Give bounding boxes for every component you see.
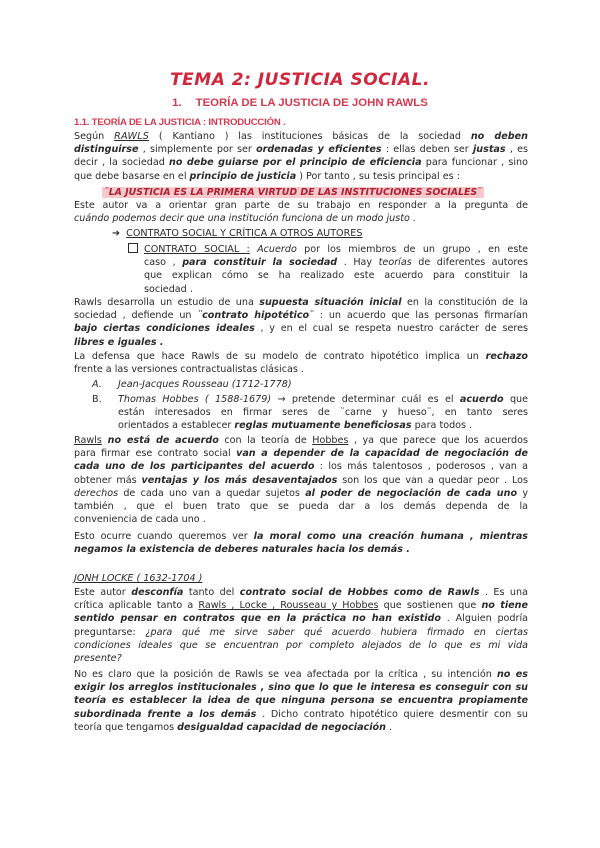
paragraph-rawls-study: Rawls desarrolla un estudio de una supuesta situación inicial en la constitución de la sociedad , defiende un ¨contrato hipotético¨ : un acuerdo que las personas firmarían bajo ciertas condiciones ideales , y en el cual se respeta nuestro carácter de seres libres e iguales . [74,297,529,348]
highlighted-quote: ¨LA JUSTICIA ES LA PRIMERA VIRTUD DE LAS INSTITUCIONES SOCIALES¨ [104,187,482,198]
arrow-icon: ➔ [112,228,121,239]
document-title: TEMA 2: JUSTICIA SOCIAL. [170,70,430,90]
locke-heading: JONH LOCKE ( 1632-1704 ) [74,573,203,584]
arrow-item-title: CONTRATO SOCIAL Y CRÍTICA A OTROS AUTORES [126,228,363,239]
paragraph-question: Este autor va a orientar gran parte de su trabajo en responder a la pregunta de cuándo podemos decir que una institución funciona de un modo justo . [74,200,528,225]
paragraph-moral: Esto ocurre cuando queremos ver la moral como una creación humana , mientras negamos la existencia de deberes naturales hacia los demás . [74,531,528,556]
paragraph-locke: Este autor desconfía tanto del contrato social de Hobbes como de Rawls . Es una crítica aplicable tanto a Rawls , Locke , Rousseau y Hobbes que sostienen que no tiene sentido pensar en contratos que en la práctica no han existido . Alguien podría preguntarse: ¿para qué me sirve saber qué acuerdo hubiera firmado en ciertas condiciones ideales que se encuentran por completo alejados de lo que es mi vida presente? [74,587,529,665]
list-item-b: B. Thomas Hobbes ( 1588-1679) → pretende determinar cuál es el acuerdo que están interesados en firmar seres de ¨carne y hueso¨, en tanto seres orientados a establecer reglas mutuamente beneficiosas para todos . [92,394,529,432]
checkbox-icon [128,243,138,253]
subsection-heading: 1.1. TEORÍA DE LA JUSTICIA : INTRODUCCIÓN . [74,117,286,128]
paragraph-rejection: La defensa que hace Rawls de su modelo de contrato hipotético implica un rechazo frente a las versiones contractualistas clásicas . [74,351,528,376]
list-item-a: A. Jean-Jacques Rousseau (1712-1778) [92,379,292,390]
checkbox-list-item: CONTRATO SOCIAL : Acuerdo por los miembros de un grupo , en este caso , para constituir la sociedad . Hay teorías de diferentes autores que explican cómo se ha realizado este acuerdo para constituir la sociedad . [128,243,528,296]
section-title: TEORÍA DE LA JUSTICIA DE JOHN RAWLS [195,97,428,109]
arrow-list-item [112,227,532,240]
paragraph-rawls-response: No es claro que la posición de Rawls se vea afectada por la crítica , su intención no es exigir los arreglos institucionales , sino que lo que le interesa es conseguir con su teoría es establecer la idea de que ninguna persona se encuentra propiamente subordinada frente a los demás . Dicho contrato hipotético quiere desmentir con su teoría que tengamos desigualdad capacidad de negociación . [74,669,528,733]
paragraph-intro: Según RAWLS ( Kantiano ) las instituciones básicas de la sociedad no deben distinguirse , simplemente por ser ordenadas y eficientes : ellas deben ser justas , es decir , la sociedad no debe guiarse por el principio de eficiencia para funcionar , sino que debe basarse en el principio de justicia ) Por tanto , su tesis principal es : [74,131,529,182]
section-number: 1. [172,97,182,109]
paragraph-hobbes-critique: Rawls no está de acuerdo con la teoría de Hobbes , ya que parece que los acuerdos para firmar ese contrato social van a depender de la capacidad de negociación de cada uno de los participantes del acuerdo : los más talentosos , poderosos , van a obtener más ventajas y los más desaventajados son los que van a quedar peor . Los derechos de cada uno van a quedar sujetos al poder de negociación de cada uno y también , que el buen trato que se pueda dar a los demás dependa de la conveniencia de cada uno . [74,435,528,526]
section-heading [0,96,600,110]
rawls-name: RAWLS [114,131,150,142]
